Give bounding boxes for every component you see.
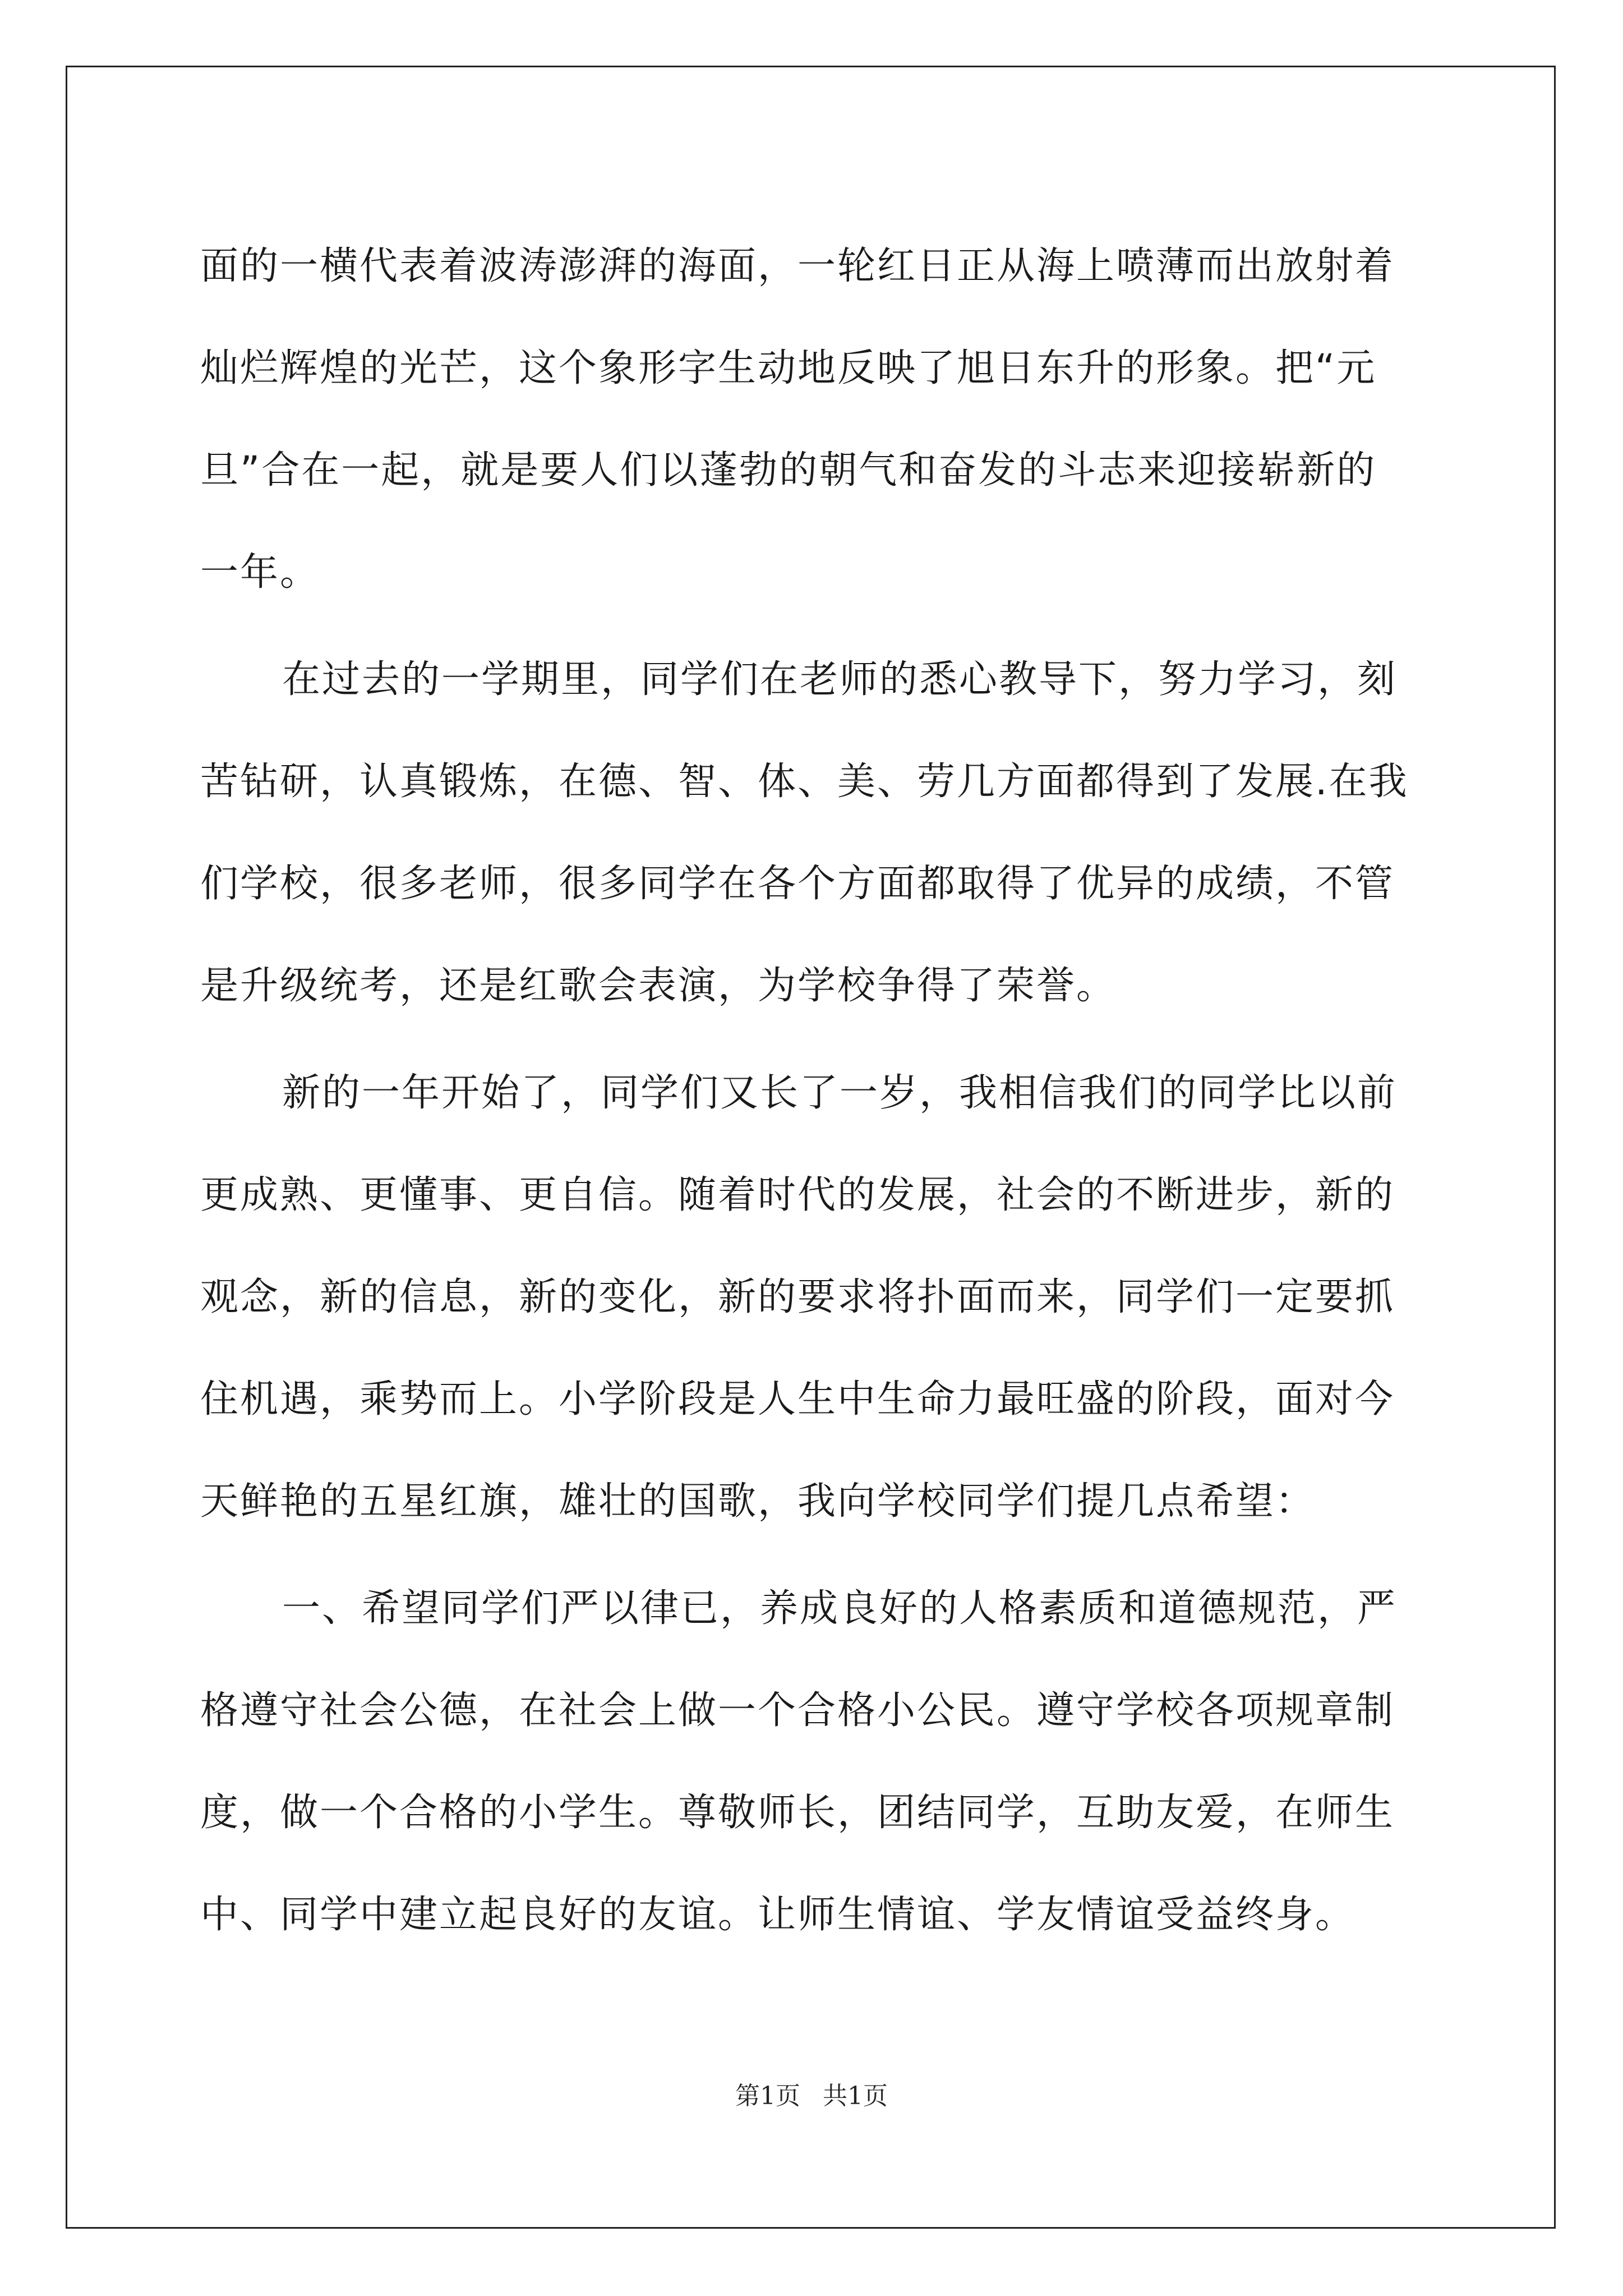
page-number: 第1页 — [735, 2082, 800, 2110]
text-line: 度，做一个合格的小学生。尊敬师长，团结同学，互助友爱，在师生 — [200, 1791, 1395, 1835]
text-line: 住机遇，乘势而上。小学阶段是人生中生命力最旺盛的阶段，面对今 — [200, 1377, 1395, 1421]
text-line: 更成熟、更懂事、更自信。随着时代的发展，社会的不断进步，新的 — [200, 1173, 1395, 1217]
page-footer — [0, 2076, 1623, 2111]
paragraph-4 — [200, 1558, 1434, 1966]
paragraph-2 — [200, 629, 1434, 1037]
text-line: 面的一横代表着波涛澎湃的海面，一轮红日正从海上喷薄而出放射着 — [200, 244, 1395, 288]
text-line: 天鲜艳的五星红旗，雄壮的国歌，我向学校同学们提几点希望： — [200, 1479, 1316, 1524]
document-body — [200, 215, 1434, 1966]
text-line: 在过去的一学期里，同学们在老师的悉心教导下，努力学习，刻 — [282, 657, 1398, 702]
text-line: 是升级统考，还是红歌会表演，为学校争得了荣誉。 — [200, 964, 1117, 1008]
text-line: 格遵守社会公德，在社会上做一个合格小公民。遵守学校各项规章制 — [200, 1688, 1395, 1733]
text-line: 一、希望同学们严以律已，养成良好的人格素质和道德规范，严 — [282, 1586, 1398, 1631]
page-total: 共1页 — [823, 2082, 888, 2110]
text-line: 灿烂辉煌的光芒，这个象形字生动地反映了旭日东升的形象。把“元 — [200, 346, 1377, 390]
text-line: 们学校，很多老师，很多同学在各个方面都取得了优异的成绩，不管 — [200, 862, 1395, 906]
text-line: 一年。 — [200, 550, 320, 595]
text-line: 苦钻研，认真锻炼，在德、智、体、美、劳几方面都得到了发展.在我 — [200, 760, 1409, 804]
paragraph-3 — [200, 1042, 1434, 1553]
text-line: 中、同学中建立起良好的友谊。让师生情谊、学友情谊受益终身。 — [200, 1893, 1355, 1937]
text-line: 观念，新的信息，新的变化，新的要求将扑面而来，同学们一定要抓 — [200, 1275, 1395, 1319]
text-line: 新的一年开始了，同学们又长了一岁，我相信我们的同学比以前 — [282, 1071, 1398, 1115]
text-line: 旦”合在一起，就是要人们以蓬勃的朝气和奋发的斗志来迎接崭新的 — [200, 448, 1377, 493]
paragraph-1 — [200, 215, 1434, 624]
